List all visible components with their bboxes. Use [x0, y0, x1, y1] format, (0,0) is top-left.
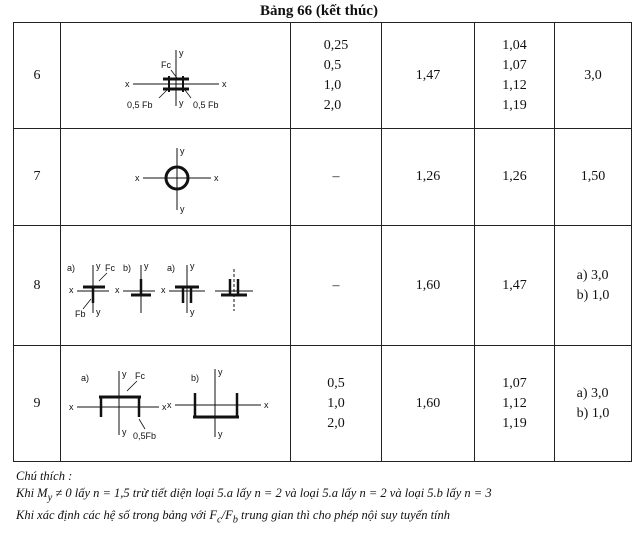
section-diagram [61, 346, 291, 462]
svg-text:0,5 Fb: 0,5 Fb [192, 99, 219, 110]
svg-text:x: x [68, 284, 73, 295]
coefficient-ratio-cell: 0,5 1,0 2,0 [291, 346, 382, 462]
svg-text:a): a) [80, 372, 89, 383]
table-row [14, 346, 632, 462]
footnote-line: Khi xác định các hệ số trong bảng với $F_c/F_b$ trung gian thì cho phép nội suy tuyến tính [16, 507, 451, 525]
row-number: 6 [14, 23, 61, 129]
svg-text:y: y [143, 260, 148, 271]
svg-text:y: y [95, 306, 100, 317]
footnote-heading: Chú thích : [16, 469, 73, 483]
table-row [14, 226, 632, 346]
svg-text:x: x [166, 399, 171, 410]
section-diagram [61, 226, 291, 346]
svg-text:0,5 Fb: 0,5 Fb [126, 99, 153, 110]
svg-text:y: y [121, 368, 126, 379]
footnote [16, 468, 631, 528]
svg-text:Fc: Fc [134, 370, 145, 381]
t-sections-icon [63, 231, 289, 341]
svg-text:x: x [124, 78, 129, 89]
coefficient-cell: a) 3,0 b) 1,0 [555, 226, 632, 346]
svg-text:y: y [121, 426, 126, 437]
coefficient-cell: 1,47 [475, 226, 555, 346]
svg-text:a): a) [166, 262, 175, 273]
svg-text:y: y [179, 204, 184, 214]
coefficient-cell: 1,50 [555, 129, 632, 226]
coefficient-cell: 3,0 [555, 23, 632, 129]
svg-text:x: x [134, 173, 139, 183]
svg-text:a): a) [66, 262, 75, 273]
svg-text:y: y [189, 260, 194, 271]
footnote-line: Khi $M_y \ne 0$ lấy n = 1,5 trừ tiết diện loại 5.a lấy n = 2 và loại 5.a lấy n = 2 và loại 5.b lấy n = 3 [16, 486, 492, 504]
svg-text:x: x [114, 284, 119, 295]
svg-text:x: x [161, 401, 166, 412]
svg-text:y: y [217, 428, 222, 439]
channel-sections-icon [63, 349, 289, 459]
svg-text:Fc: Fc [160, 59, 171, 70]
row-number: 8 [14, 226, 61, 346]
coefficient-table [13, 22, 632, 462]
coefficient-cell: 1,26 [382, 129, 475, 226]
svg-text:0,5Fb: 0,5Fb [132, 430, 156, 441]
svg-text:Fc: Fc [104, 262, 115, 273]
svg-text:y: y [95, 260, 100, 271]
coefficient-cell: 1,60 [382, 346, 475, 462]
coefficient-cell: 1,04 1,07 1,12 1,19 [475, 23, 555, 129]
coefficient-cell: 1,26 [475, 129, 555, 226]
svg-text:x: x [213, 173, 218, 183]
row-number: 7 [14, 129, 61, 226]
svg-text:Fb: Fb [74, 308, 86, 319]
svg-text:y: y [178, 97, 183, 108]
coefficient-cell: 1,47 [382, 23, 475, 129]
section-diagram [61, 129, 291, 226]
coefficient-ratio-cell: – [291, 226, 382, 346]
table-row [14, 23, 632, 129]
table-title: Bảng 66 (kết thúc) [260, 3, 378, 19]
section-diagram [61, 23, 291, 129]
svg-text:y: y [179, 146, 184, 156]
coefficient-cell: 1,07 1,12 1,19 [475, 346, 555, 462]
svg-text:b): b) [190, 372, 199, 383]
svg-text:y: y [178, 47, 183, 58]
coefficient-ratio-cell: – [291, 129, 382, 226]
coefficient-cell: 1,60 [382, 226, 475, 346]
svg-text:y: y [217, 366, 222, 377]
row-number: 9 [14, 346, 61, 462]
svg-text:x: x [221, 78, 226, 89]
coefficient-cell: a) 3,0 b) 1,0 [555, 346, 632, 462]
svg-text:y: y [189, 306, 194, 317]
svg-text:x: x [160, 284, 165, 295]
svg-text:b): b) [122, 262, 131, 273]
table-row [14, 129, 632, 226]
circular-section-icon [71, 132, 281, 222]
symmetric-section-icon [71, 26, 281, 126]
svg-text:x: x [68, 401, 73, 412]
coefficient-ratio-cell: 0,25 0,5 1,0 2,0 [291, 23, 382, 129]
svg-text:x: x [263, 399, 268, 410]
